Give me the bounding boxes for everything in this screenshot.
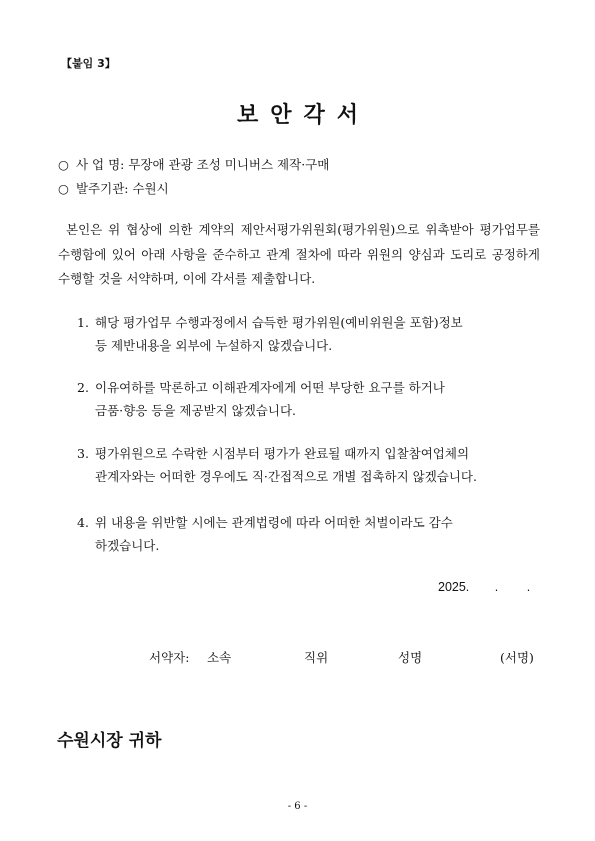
affiliation-label: 소속 — [207, 650, 232, 665]
item-text-line1: 이유여하를 막론하고 이해관계자에게 어떤 부당한 요구를 하거나 — [95, 380, 445, 395]
project-name-text: 사 업 명: 무장애 관광 조성 미니버스 제작·구매 — [75, 157, 330, 172]
name-label: 성명 — [398, 650, 423, 665]
addressee: 수원시장 귀하 — [57, 731, 162, 751]
position-label: 직위 — [304, 650, 329, 665]
circle-bullet-icon: ○ — [58, 157, 69, 172]
date-line — [438, 580, 530, 594]
item-text-line1: 평가위원으로 수락한 시점부터 평가가 완료될 때까지 입찰참여업체의 — [95, 446, 470, 461]
pledge-item — [77, 311, 540, 357]
item-text-line2: 금품·향응 등을 제공받지 않겠습니다. — [95, 403, 296, 418]
item-text-line2: 등 제반내용을 외부에 누설하지 않겠습니다. — [95, 338, 333, 353]
pledge-item — [77, 442, 540, 488]
pledge-item — [77, 511, 540, 557]
page-number: - 6 - — [287, 801, 308, 812]
signature-mark-label: (서명) — [500, 650, 534, 665]
circle-bullet-icon: ○ — [58, 181, 69, 196]
document-title: 보안각서 — [236, 102, 370, 128]
item-number: 1. — [77, 315, 89, 330]
attachment-label: 【붙임 3】 — [61, 57, 116, 70]
item-number: 2. — [77, 380, 89, 395]
ordering-agency-line — [58, 179, 169, 197]
ordering-agency-text: 발주기관: 수원시 — [75, 181, 169, 196]
signatory-label: 서약자: — [149, 650, 190, 665]
pledge-item — [77, 376, 540, 422]
item-text-line1: 해당 평가업무 수행과정에서 습득한 평가위원(예비위원을 포함)정보 — [95, 315, 463, 330]
date-month: . — [494, 580, 499, 594]
project-name-line — [58, 155, 329, 173]
item-number: 4. — [77, 515, 89, 530]
item-number: 3. — [77, 446, 89, 461]
intro-paragraph: 본인은 위 협상에 의한 계약의 제안서평가위원회(평가위원)으로 위촉받아 평가업무를 수행함에 있어 아래 사항을 준수하고 관계 절차에 따라 위원의 양심과 도리로 공정하게 수행할 것을 서약하며, 이에 각서를 제출합니다. — [58, 222, 540, 286]
date-year: 2025. — [438, 580, 470, 594]
item-text-line2: 하겠습니다. — [95, 538, 160, 553]
item-text-line1: 위 내용을 위반할 시에는 관계법령에 따라 어떠한 처벌이라도 감수 — [95, 515, 453, 530]
date-day: . — [526, 580, 531, 594]
item-text-line2: 관계자와는 어떠한 경우에도 직·간접적으로 개별 접촉하지 않겠습니다. — [95, 469, 477, 484]
